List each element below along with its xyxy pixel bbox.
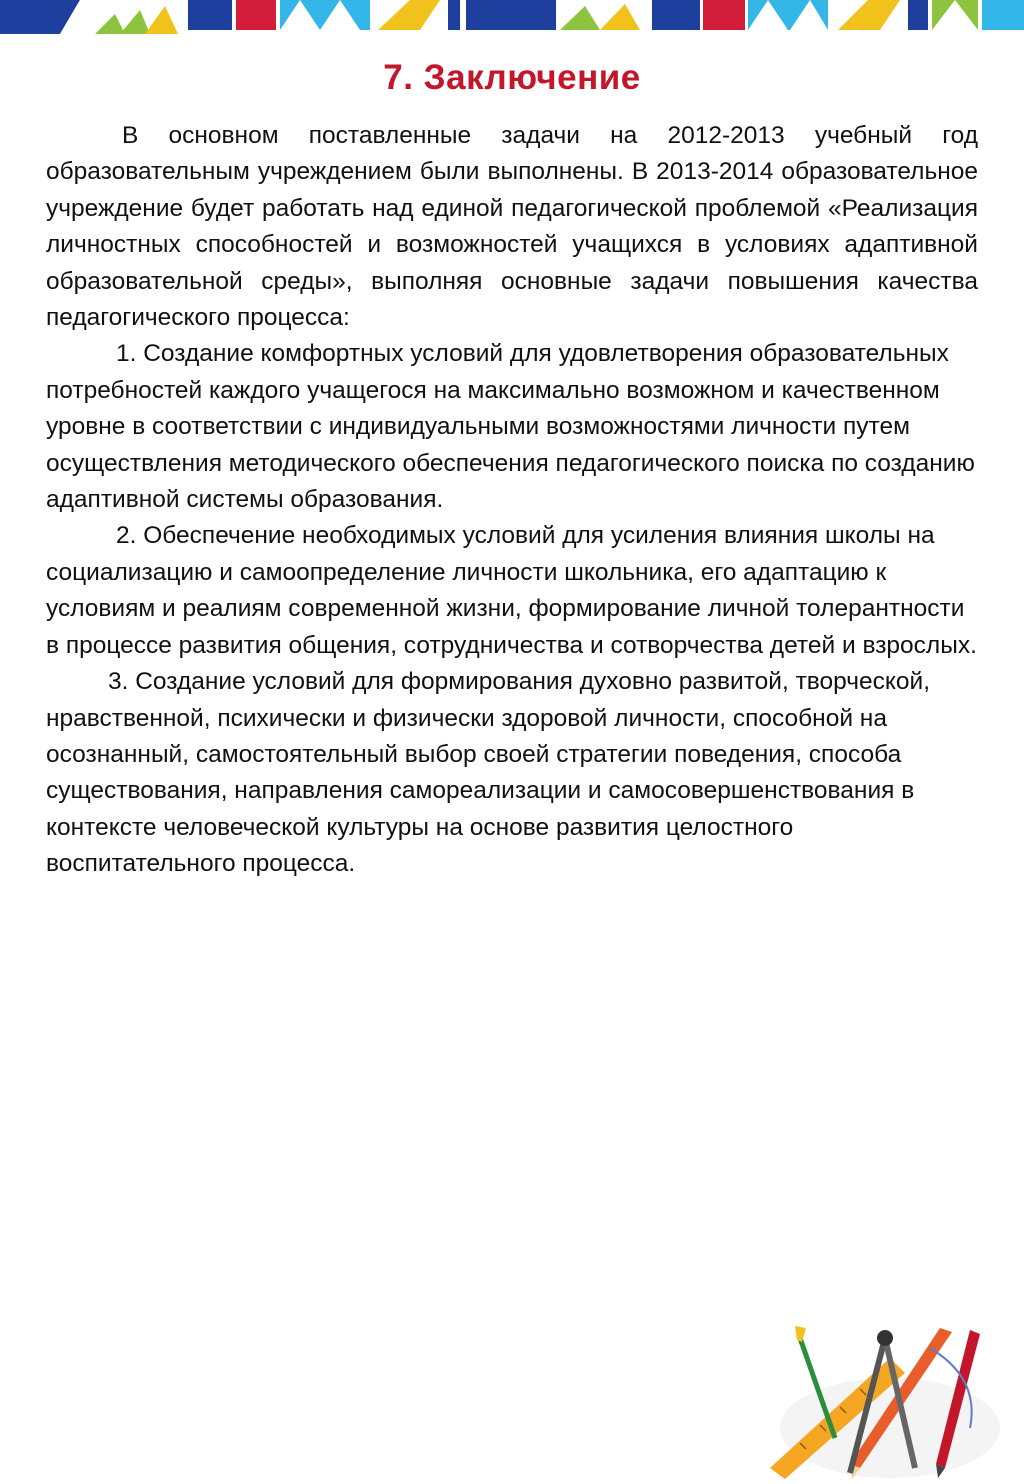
- intro-paragraph: В основном поставленные задачи на 2012-2013 учебный год образовательным учреждением были выполнены. В 2013-2014 образовательное учреждение будет работать над единой педагогической проблемой «Реализация личностных способностей и возможностей учащихся в условиях адаптивной образовательной среды», выполняя основные задачи повышения качества педагогического процесса:: [46, 122, 978, 332]
- stationery-icon: [740, 1318, 1024, 1479]
- task-item-1: 1. Создание комфортных условий для удовлетворения образовательных потребностей каждого учащегося на максимально возможном и качественном уровне в соответствии с индивидуальными возможностями личности путем осуществления методического обеспечения педагогического поиска по созданию адаптивной системы образования.: [46, 340, 975, 514]
- task-item-2: 2. Обеспечение необходимых условий для усиления влияния школы на социализацию и самоопределение личности школьника, его адаптацию к условиям и реалиям современной жизни, формирование личной толерантности в процессе развития общения, сотрудничества и сотворчества детей и взрослых.: [46, 522, 977, 659]
- top-decorative-banner: [0, 0, 1024, 34]
- stationery-clipart: [740, 1318, 1024, 1479]
- page-title: 7. Заключение: [383, 58, 641, 97]
- document-body: [46, 118, 978, 883]
- banner-pattern: [0, 0, 1024, 34]
- task-item-3: 3. Создание условий для формирования духовно развитой, творческой, нравственной, психически и физически здоровой личности, способной на осознанный, самостоятельный выбор своей стратегии поведения, способа существования, направления самореализации и самосовершенствования в контексте человеческой культуры на основе развития целостного воспитательного процесса.: [46, 668, 931, 878]
